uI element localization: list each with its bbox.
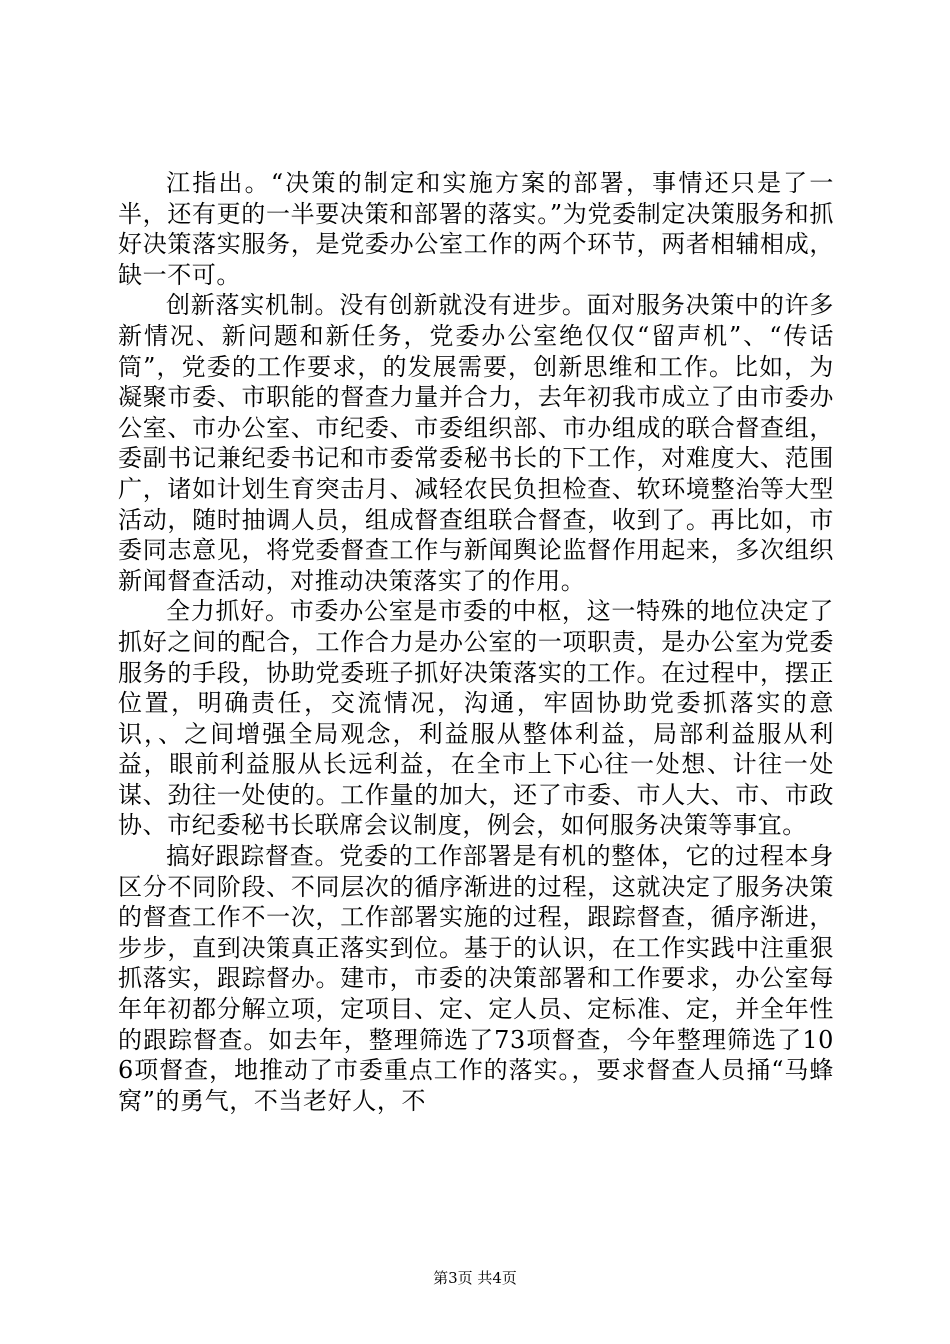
- paragraph-4: 搞好跟踪督查。党委的工作部署是有机的整体，它的过程本身区分不同阶段、不同层次的循序渐进的过程，这就决定了服务决策的督查工作不一次，工作部署实施的过程，跟踪督查，循序渐进，步步，直到决策真正落实到位。基于的认识，在工作实践中注重狠抓落实，跟踪督办。建市，市委的决策部署和工作要求，办公室每年年初都分解立项，定项目、定、定人员、定标准、定，并全年性的跟踪督查。如去年，整理筛选了73项督查，今年整理筛选了106项督查，地推动了市委重点工作的落实。，要求督查人员捅“马蜂窝”的勇气，不当老好人，不: [118, 842, 834, 1115]
- page-footer: [0, 1268, 950, 1288]
- document-body: [118, 168, 834, 1116]
- paragraph-3: 全力抓好。市委办公室是市委的中枢，这一特殊的地位决定了抓好之间的配合，工作合力是办公室的一项职责，是办公室为党委服务的手段，协助党委班子抓好决策落实的工作。在过程中，摆正位置，明确责任，交流情况，沟通，牢固协助党委抓落实的意识，、之间增强全局观念，利益服从整体利益，局部利益服从利益，眼前利益服从长远利益，在全市上下心往一处想、计往一处谋、劲往一处使的。工作量的加大，还了市委、市人大、市、市政协、市纪委秘书长联席会议制度，例会，如何服务决策等事宜。: [118, 597, 834, 840]
- page-number-label: 第3页 共4页: [433, 1269, 517, 1287]
- paragraph-2: 创新落实机制。没有创新就没有进步。面对服务决策中的许多新情况、新问题和新任务，党委办公室绝仅仅“留声机”、“传话筒”，党委的工作要求，的发展需要，创新思维和工作。比如，为凝聚市委、市职能的督查力量并合力，去年初我市成立了由市委办公室、市办公室、市纪委、市委组织部、市办组成的联合督查组，委副书记兼纪委书记和市委常委秘书长的下工作，对难度大、范围广，诸如计划生育突击月、减轻农民负担检查、软环境整治等大型活动，随时抽调人员，组成督查组联合督查，收到了。再比如，市委同志意见，将党委督查工作与新闻舆论监督作用起来，多次组织新闻督查活动，对推动决策落实了的作用。: [118, 291, 834, 595]
- paragraph-1: 江指出。“决策的制定和实施方案的部署，事情还只是了一半，还有更的一半要决策和部署的落实。”为党委制定决策服务和抓好决策落实服务，是党委办公室工作的两个环节，两者相辅相成，缺一不可。: [118, 169, 834, 289]
